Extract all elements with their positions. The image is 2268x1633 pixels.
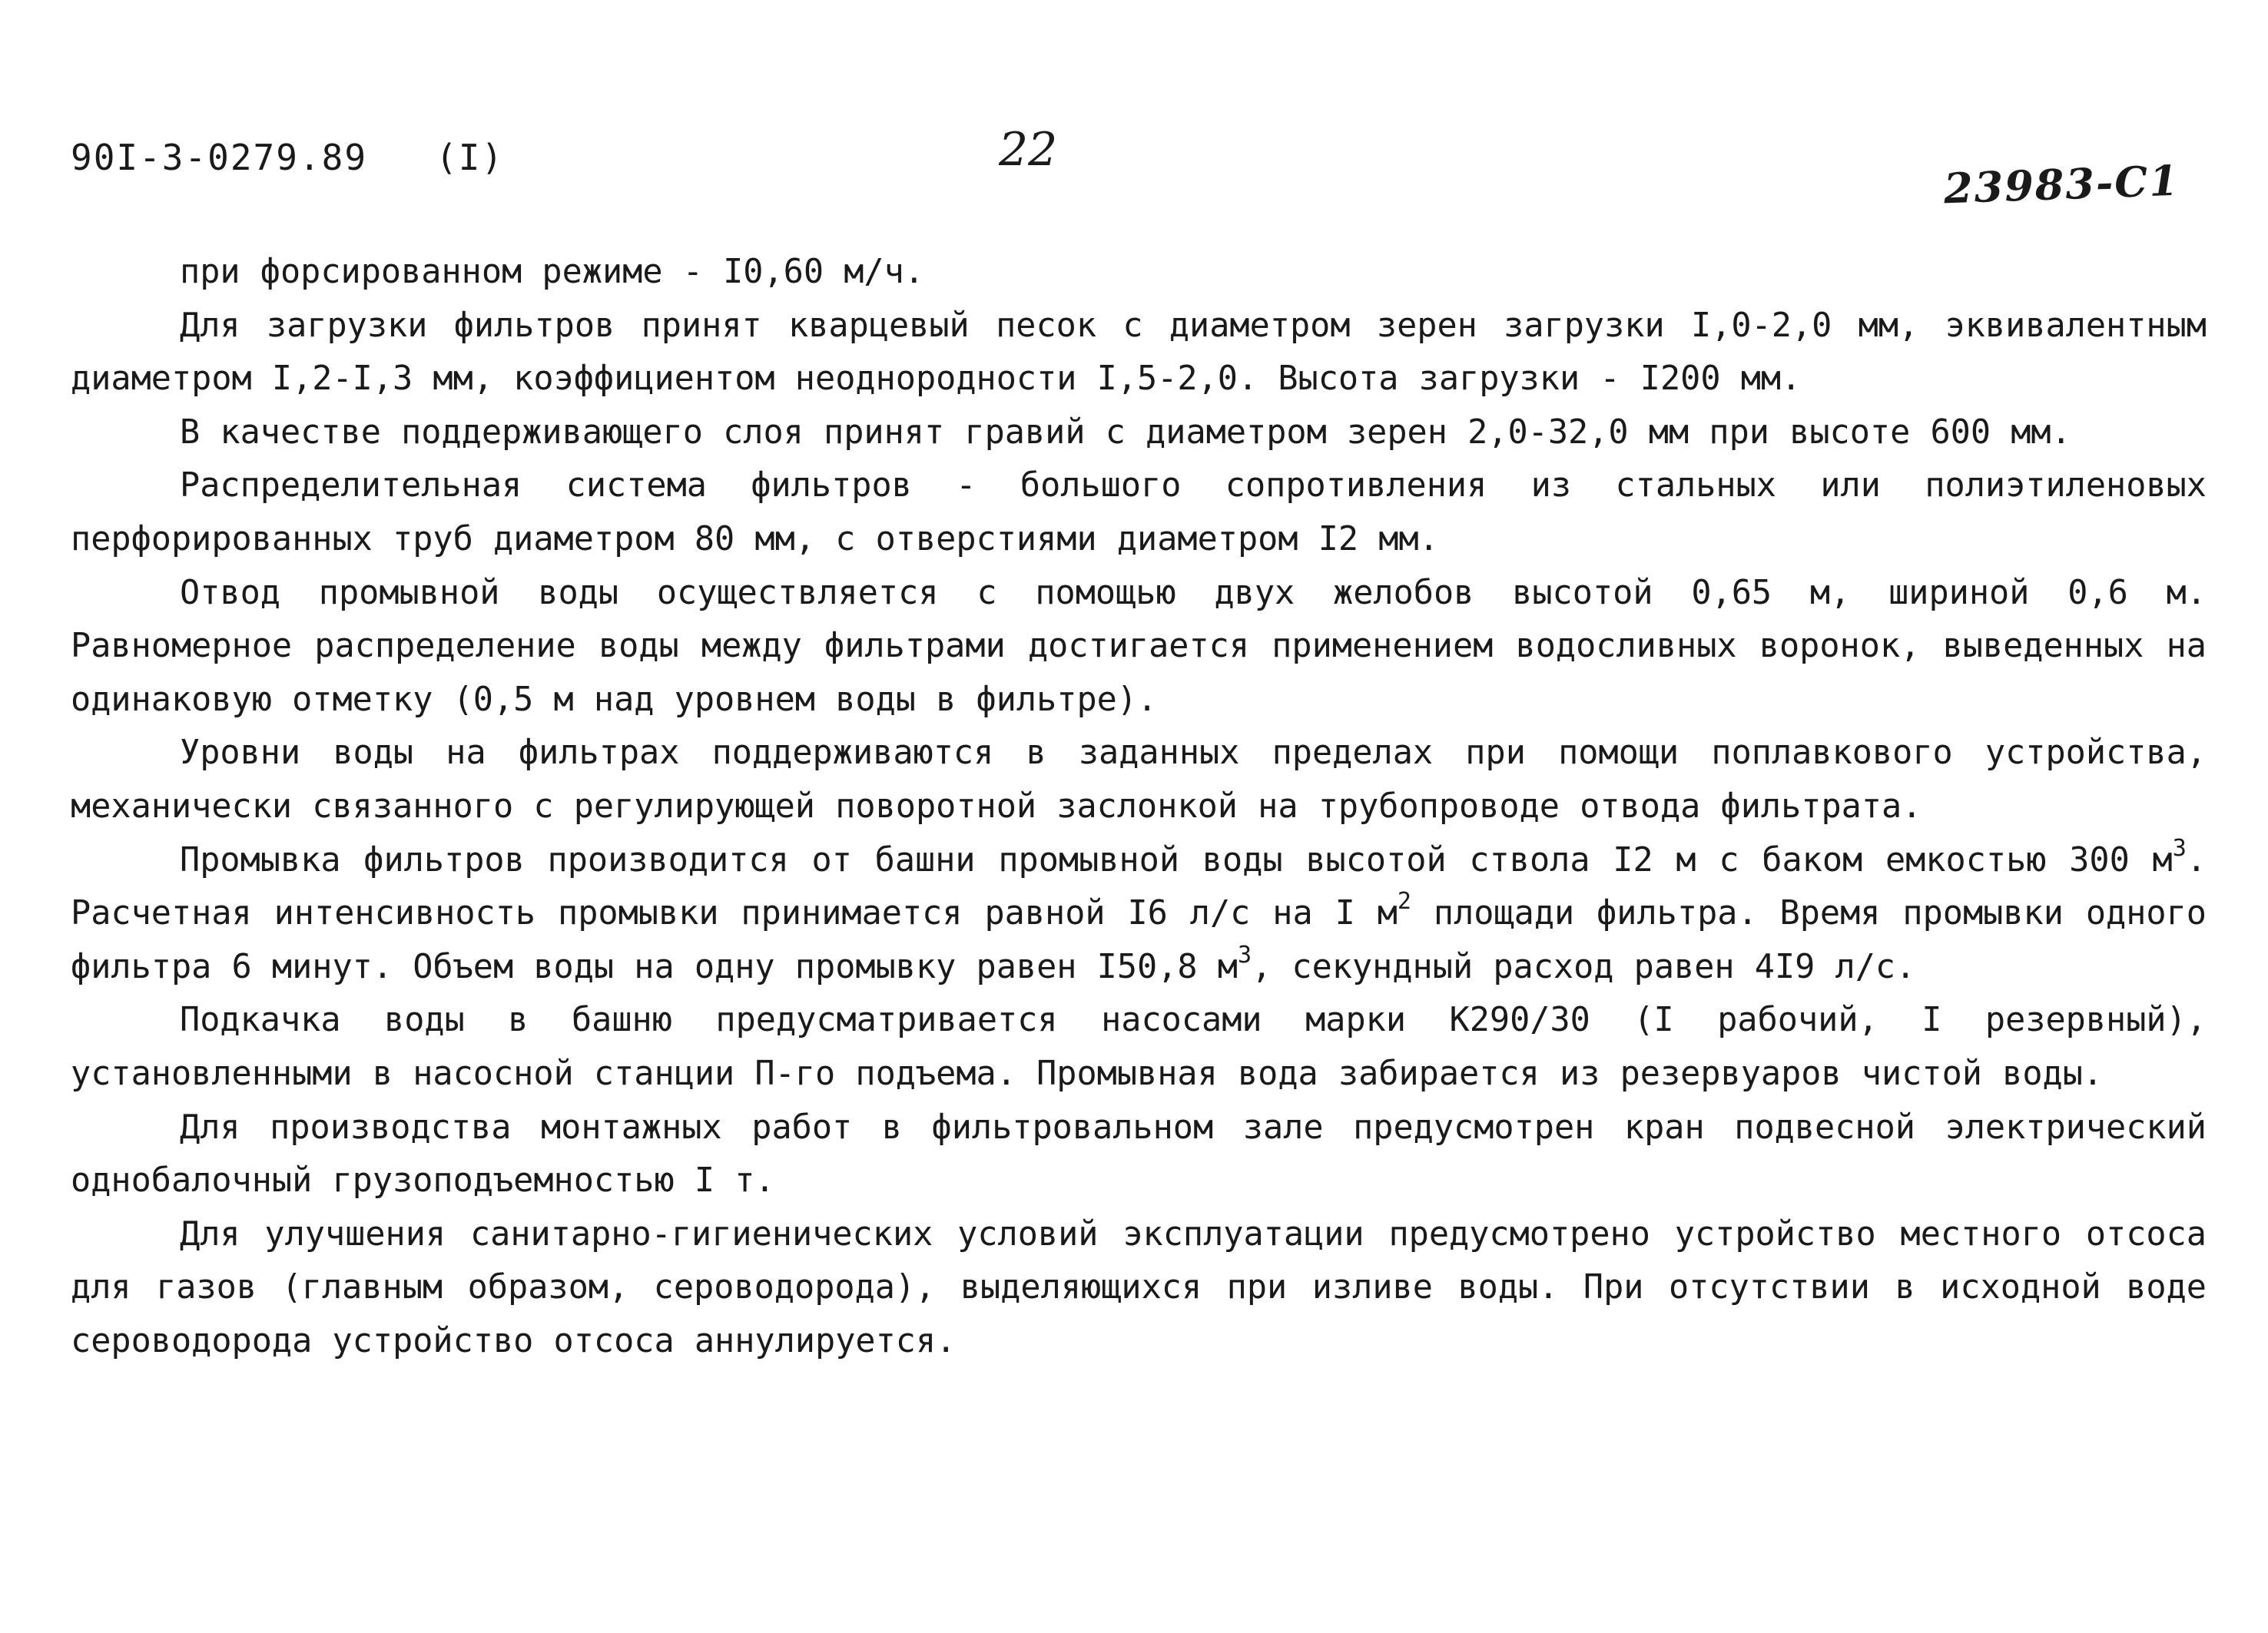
paragraph-water-levels: Уровни воды на фильтрах поддерживаются в заданных пределах при помощи поплавкового устройства, механически связанного с регулирующей поворотной заслонкой на трубопроводе отвода фильтрата. [71,734,2207,826]
paragraph-wash-water-drain: Отвод промывной воды осуществляется с помощью двух желобов высотой 0,65 м, шириной 0,6 м. Равномерное распределение воды между фильтрами достигается применением водосливных воронок, выведенных на одинаковую отметку (0,5 м над уровнем воды в фильтре). [71,573,2207,719]
paragraph-exhaust: Для улучшения санитарно-гигиенических условий эксплуатации предусмотрено устройство местного отсоса для газов (главным образом, сероводорода), выделяющихся при изливе воды. При отсутствии в исходной воде сероводорода устройство отсоса аннулируется. [71,1214,2207,1360]
wash-text-4: , секундный расход равен 4I9 л/с. [1252,947,1916,986]
document-code: 90I-3-0279.89 (I) [71,137,505,178]
superscript-cubic-1: 3 [2172,834,2187,862]
wash-text-2: . Расчетная интенсивность промывки принимается равной I6 л/с на I м [71,840,2207,933]
wash-text-1: Промывка фильтров производится от башни промывной воды высотой ствола I2 м с баком емкостью 300 м [180,840,2173,879]
paragraph-filter-wash [71,834,2207,995]
paragraph-flow-rate: при форсированном режиме - I0,60 м/ч. [180,253,925,291]
paragraph-distribution-system: Распределительная система фильтров - большого сопротивления из стальных или полиэтиленовых перфорированных труб диаметром 80 мм, с отверстиями диаметром I2 мм. [71,466,2207,558]
inventory-number: 23983-C1 [1942,155,2180,214]
paragraph-pumping: Подкачка воды в башню предусматривается насосами марки К290/30 (I рабочий, I резервный), установленными в насосной станции П-го подъема. Промывная вода забирается из резервуаров чистой воды. [71,1001,2207,1093]
superscript-cubic-2: 3 [1237,941,1252,969]
paragraph-crane: Для производства монтажных работ в фильтровальном зале предусмотрен кран подвесной электрический однобалочный грузоподъемностью I т. [71,1108,2207,1201]
body-text [71,246,2207,1368]
superscript-square: 2 [1397,888,1411,916]
wash-text-3: площади фильтра. Время промывки одного фильтра 6 минут. Объем воды на одну промывку равен I50,8 м [71,894,2207,986]
paragraph-support-layer: В качестве поддерживающего слоя принят гравий с диаметром зерен 2,0-32,0 мм при высоте 600 мм. [180,412,2071,452]
page-number: 22 [999,123,1058,177]
paragraph-filter-load: Для загрузки фильтров принят кварцевый песок с диаметром зерен загрузки I,0-2,0 мм, эквивалентным диаметром I,2-I,3 мм, коэффициентом неоднородности I,5-2,0. Высота загрузки - I200 мм. [71,306,2207,399]
